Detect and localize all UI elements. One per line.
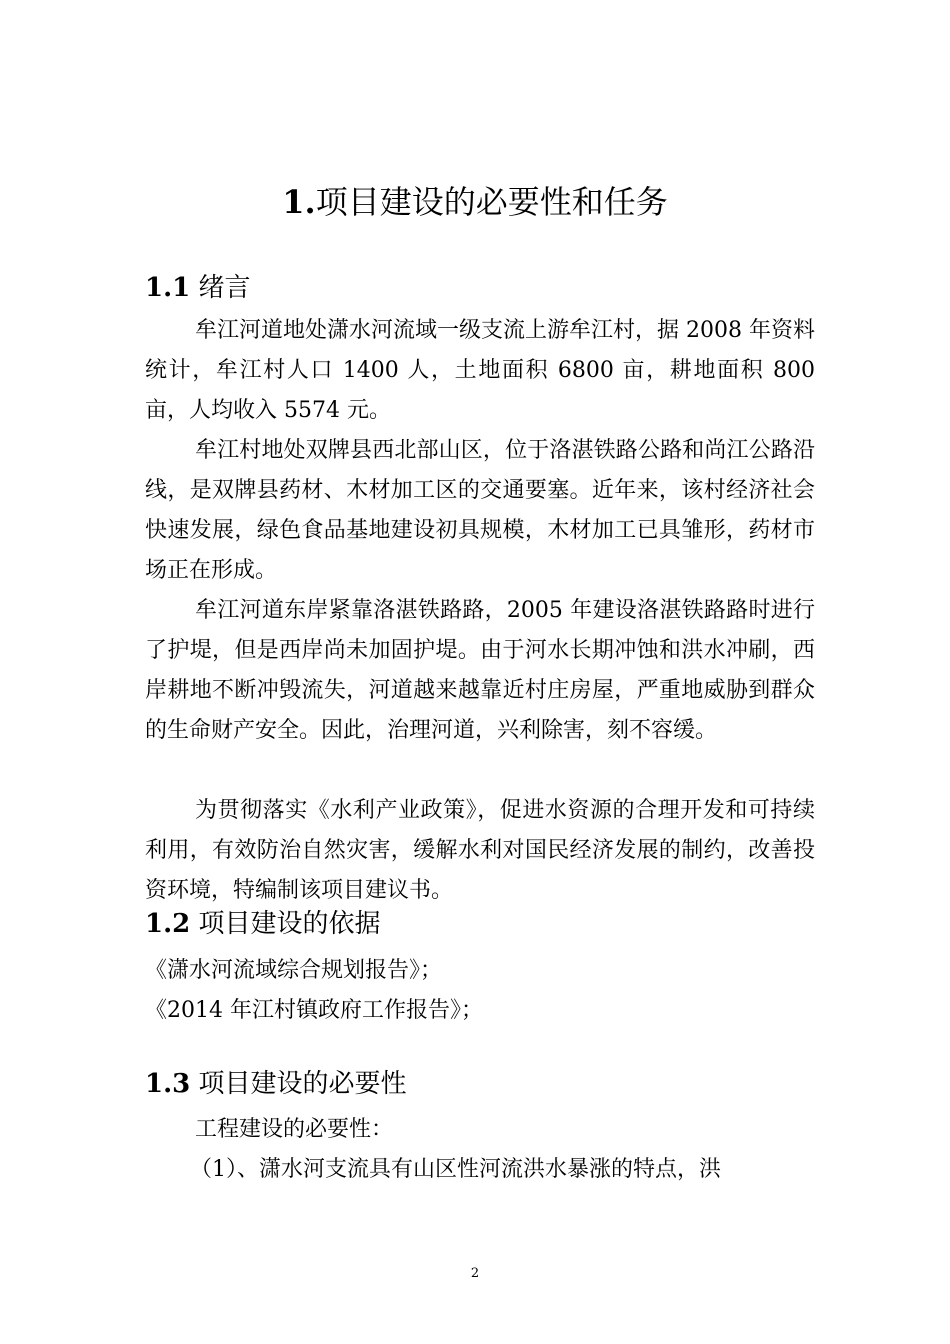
section-title: 绪言 — [190, 273, 251, 303]
paragraph-intro-2: 牟江村地处双牌县西北部山区，位于洛湛铁路公路和尚江公路沿线，是双牌县药材、木材加工区的交通要塞。近年来，该村经济社会快速发展，绿色食品基地建设初具规模，木材加工已具雏形，药材市场正在形成。 — [145, 438, 815, 583]
section-heading-1-3 — [145, 1064, 407, 1104]
paragraph-intro-4: 为贯彻落实《水利产业政策》，促进水资源的合理开发和可持续利用，有效防治自然灾害，缓解水利对国民经济发展的制约，改善投资环境，特编制该项目建议书。 — [145, 798, 815, 903]
necessity-item-1: （1）、潇水河支流具有山区性河流洪水暴涨的特点，洪 — [190, 1157, 721, 1182]
page-title — [0, 174, 950, 230]
page-number: 2 — [470, 1266, 480, 1281]
paragraph-intro-1: 牟江河道地处潇水河流域一级支流上游牟江村，据 2008 年资料统计，牟江村人口 1400 人，土地面积 6800 亩，耕地面积 800 亩，人均收入 5574 元。 — [145, 318, 815, 423]
title-number: 1. — [282, 183, 316, 221]
title-text: 项目建设的必要性和任务 — [315, 183, 668, 221]
section-number: 1.2 — [145, 909, 191, 939]
section-title: 项目建设的依据 — [190, 909, 381, 939]
section-number: 1.3 — [145, 1069, 191, 1099]
section-heading-1-2 — [145, 904, 381, 944]
section-number: 1.1 — [145, 273, 191, 303]
reference-item: 《潇水河流域综合规划报告》； — [145, 958, 443, 983]
necessity-intro: 工程建设的必要性： — [195, 1117, 394, 1142]
paragraph-intro-3: 牟江河道东岸紧靠洛湛铁路路，2005 年建设洛湛铁路路时进行了护堤，但是西岸尚未加固护堤。由于河水长期冲蚀和洪水冲刷，西岸耕地不断冲毁流失，河道越来越靠近村庄房屋，严重地威胁到群众的生命财产安全。因此，治理河道，兴利除害，刻不容缓。 — [145, 598, 815, 743]
section-title: 项目建设的必要性 — [190, 1069, 407, 1099]
section-heading-1-1 — [145, 268, 251, 308]
reference-item: 《2014 年江村镇政府工作报告》； — [145, 998, 483, 1023]
